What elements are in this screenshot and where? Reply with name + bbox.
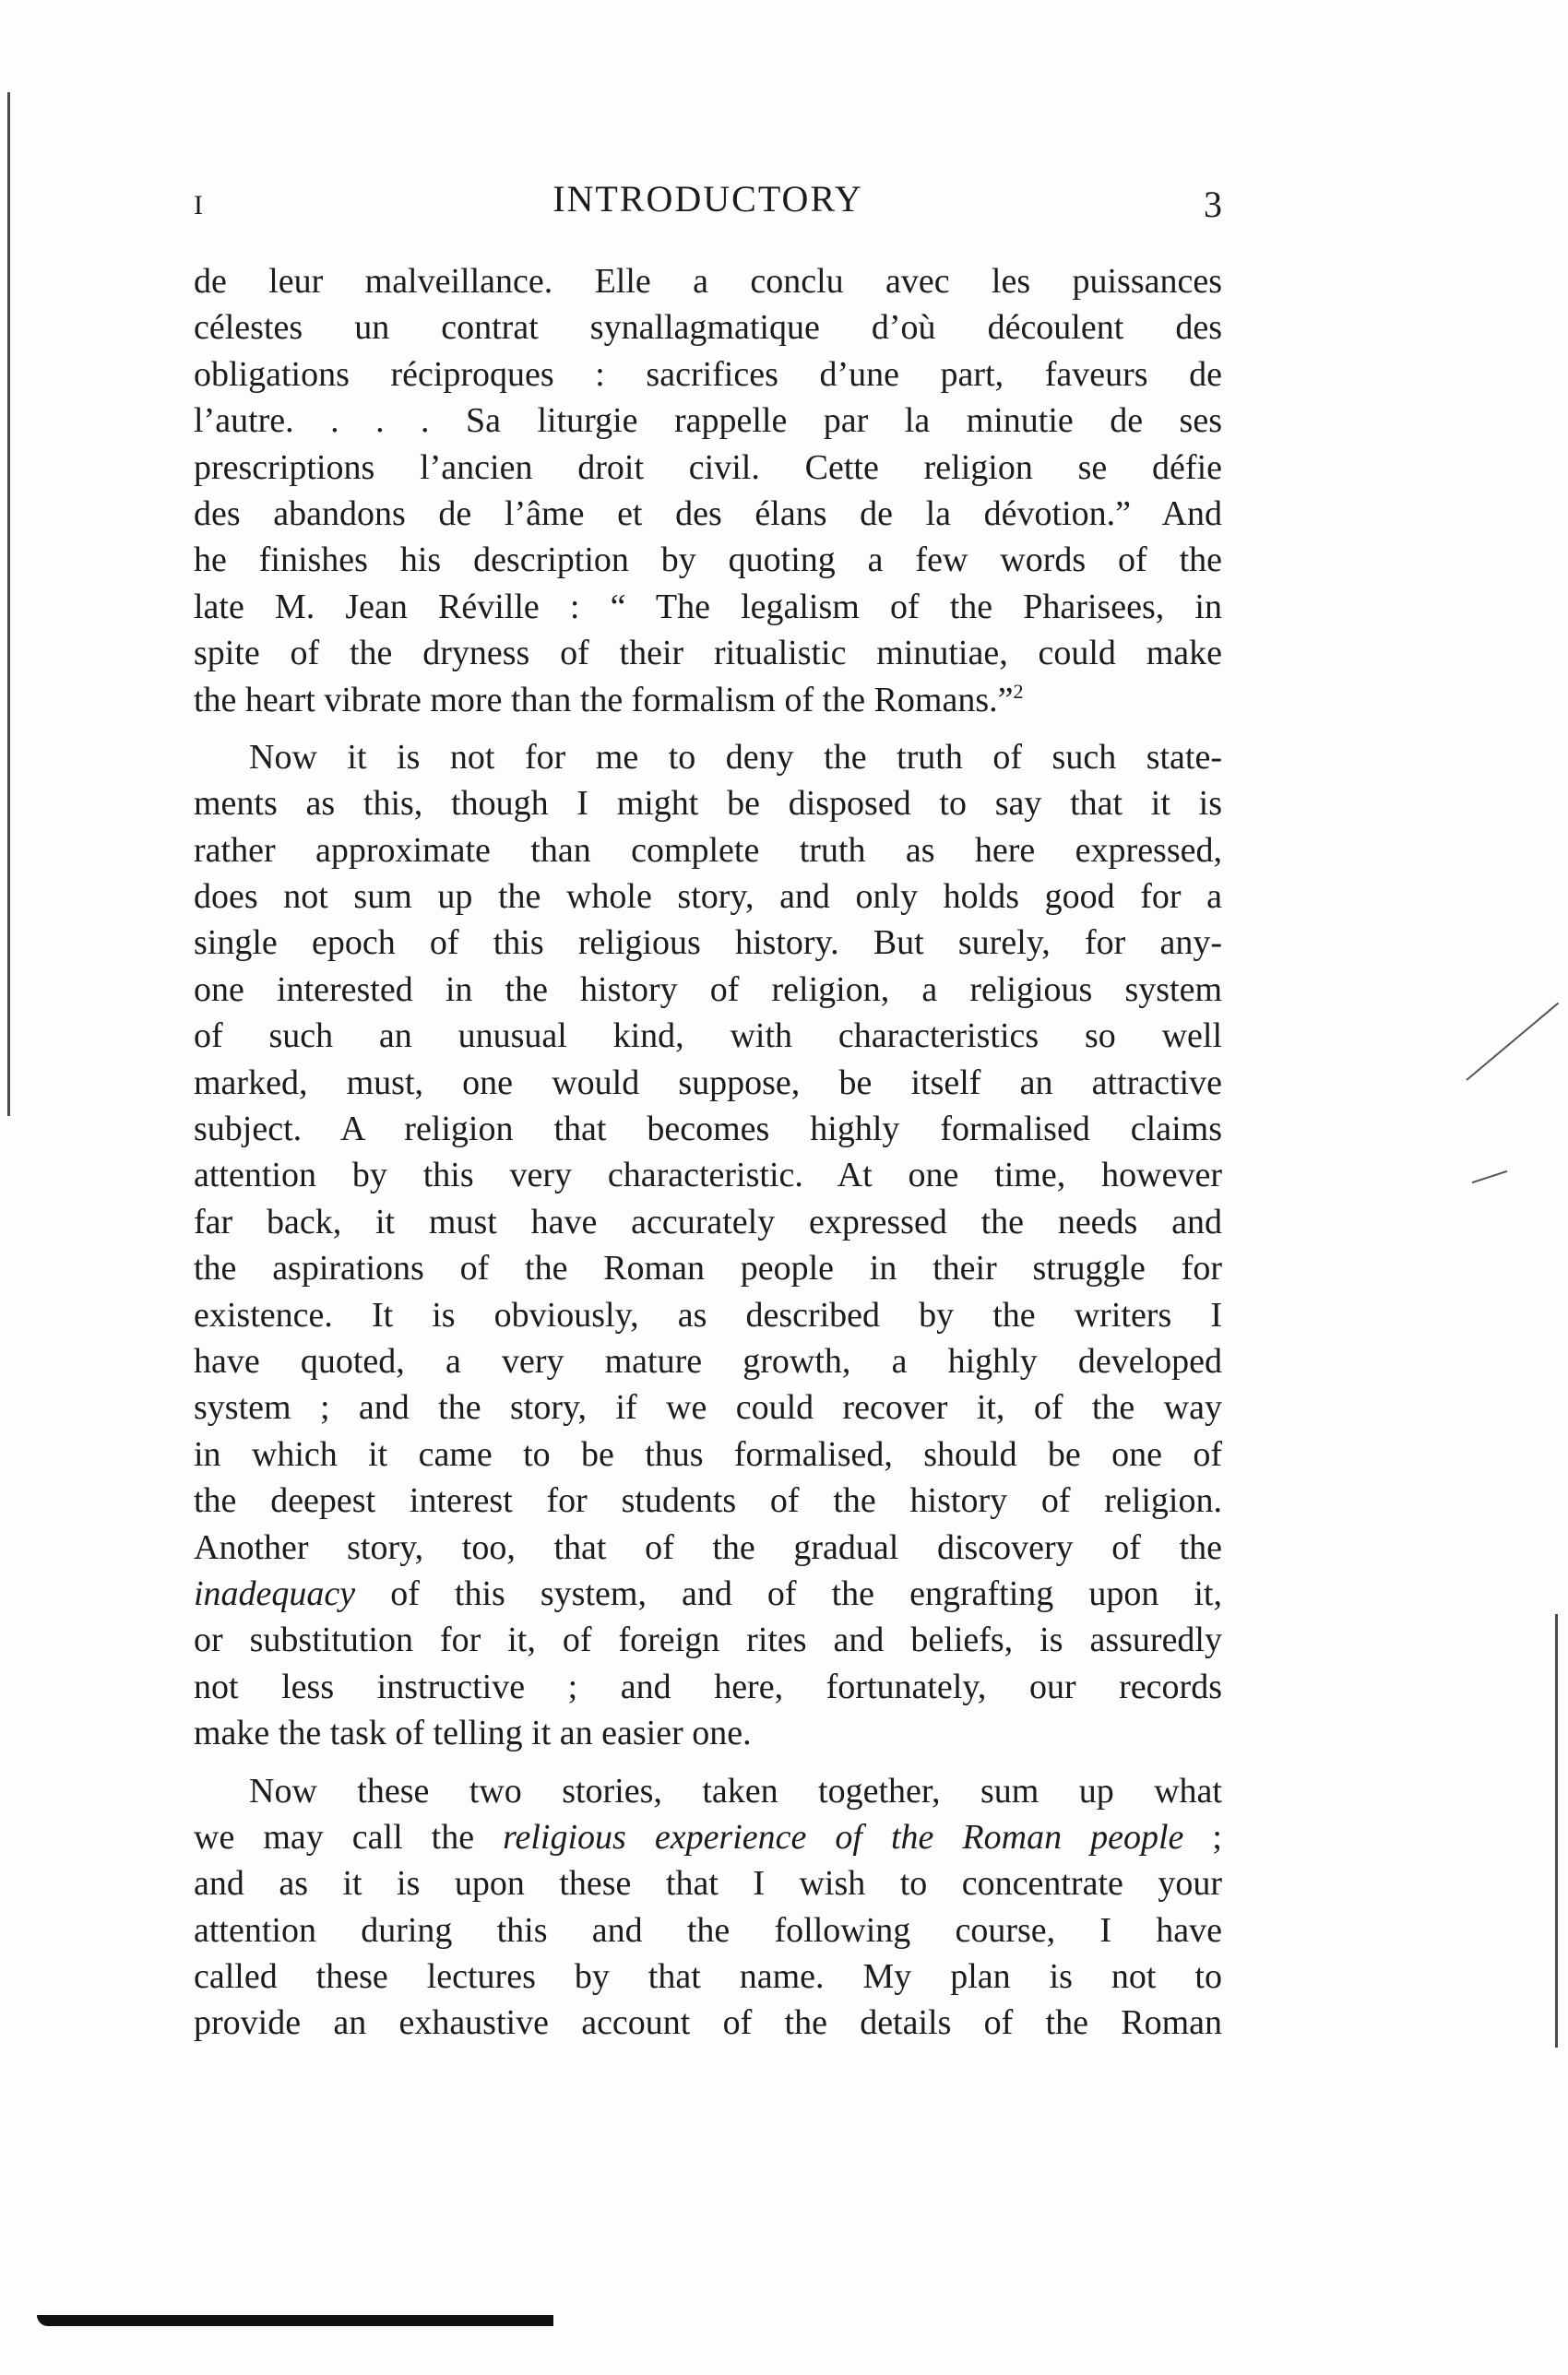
footnote-reference[interactable]: 2	[1013, 679, 1024, 703]
text-line: prescriptions l’ancien droit civil. Cette religion se défie	[194, 447, 1222, 487]
text-line: the deepest interest for students of the history of religion.	[194, 1481, 1222, 1521]
text-line: attention by this very characteristic. At one time, however	[194, 1156, 1222, 1195]
text-line: Now it is not for me to deny the truth of such state-	[249, 737, 1222, 777]
text-line: make the task of telling it an easier one.	[194, 1714, 752, 1753]
scan-edge-line-left	[7, 92, 10, 1116]
text-line-content: the heart vibrate more than the formalism of the Romans.”	[194, 680, 1014, 719]
text-line-content: we may call the	[194, 1817, 504, 1857]
text-line: far back, it must have accurately expressed the needs and	[194, 1202, 1222, 1241]
text-line: ments as this, though I might be disposed to say that it is	[194, 784, 1222, 824]
paragraph	[194, 1768, 1222, 2047]
text-line: he finishes his description by quoting a few words of the	[194, 540, 1222, 580]
page-number: 3	[1204, 184, 1222, 225]
text-line: des abandons de l’âme et des élans de la dévotion.” And	[194, 493, 1222, 533]
text-line: Another story, too, that of the gradual discovery of the	[194, 1527, 1222, 1567]
text-line: single epoch of this religious history. But surely, for any-	[194, 923, 1222, 963]
text-line: does not sum up the whole story, and only holds good for a	[194, 877, 1222, 917]
text-line: late M. Jean Réville : “ The legalism of the Pharisees, in	[194, 587, 1222, 626]
text-line-content: of this system, and of the engrafting upon it,	[355, 1573, 1222, 1613]
text-line: obligations réciproques : sacrifices d’une part, faveurs de	[194, 354, 1222, 394]
text-line	[194, 677, 1222, 723]
paragraph	[194, 258, 1222, 723]
text-line: and as it is upon these that I wish to concentrate your	[194, 1864, 1222, 1904]
text-line: existence. It is obviously, as described by the writers I	[194, 1295, 1222, 1335]
text-line: marked, must, one would suppose, be itself an attractive	[194, 1063, 1222, 1102]
text-line: attention during this and the following course, I have	[194, 1910, 1222, 1950]
text-line: rather approximate than complete truth as here expressed,	[194, 830, 1222, 870]
text-line: or substitution for it, of foreign rites and beliefs, is assuredly	[194, 1621, 1222, 1660]
chapter-number: I	[194, 190, 203, 220]
text-line: Now these two stories, taken together, sum up what	[249, 1771, 1222, 1811]
italic-term: inadequacy	[194, 1573, 356, 1613]
text-line: of such an unusual kind, with characteristics so well	[194, 1016, 1222, 1056]
italic-phrase: religious experience of the Roman people	[503, 1817, 1184, 1857]
running-title: INTRODUCTORY	[552, 178, 863, 220]
text-line: not less instructive ; and here, fortunately, our records	[194, 1667, 1222, 1706]
text-line: subject. A religion that becomes highly formalised claims	[194, 1110, 1222, 1149]
text-line: have quoted, a very mature growth, a highly developed	[194, 1341, 1222, 1381]
text-line: provide an exhaustive account of the details of the Roman	[194, 2003, 1222, 2043]
pencil-mark	[1466, 1003, 1559, 1081]
text-line	[194, 1571, 1222, 1617]
text-line: one interested in the history of religion, a religious system	[194, 969, 1222, 1009]
text-line: the aspirations of the Roman people in their struggle for	[194, 1249, 1222, 1288]
text-line	[194, 1814, 1222, 1860]
text-line: l’autre. . . . Sa liturgie rappelle par la minutie de ses	[194, 401, 1222, 441]
text-line-content: ;	[1183, 1817, 1222, 1857]
text-line: célestes un contrat synallagmatique d’où découlent des	[194, 308, 1222, 348]
pencil-mark	[1472, 1170, 1508, 1183]
paragraph	[194, 734, 1222, 1757]
text-line: system ; and the story, if we could recover it, of the way	[194, 1388, 1222, 1428]
text-line: called these lectures by that name. My plan is not to	[194, 1957, 1222, 1997]
text-line: de leur malveillance. Elle a conclu avec les puissances	[194, 262, 1222, 301]
scan-edge-line-right	[1555, 1614, 1558, 2048]
text-line: spite of the dryness of their ritualistic minutiae, could make	[194, 634, 1222, 673]
text-line: in which it came to be thus formalised, should be one of	[194, 1434, 1222, 1474]
scan-bottom-bar	[37, 2315, 553, 2326]
running-head	[194, 173, 1222, 229]
body-text	[194, 258, 1222, 2047]
